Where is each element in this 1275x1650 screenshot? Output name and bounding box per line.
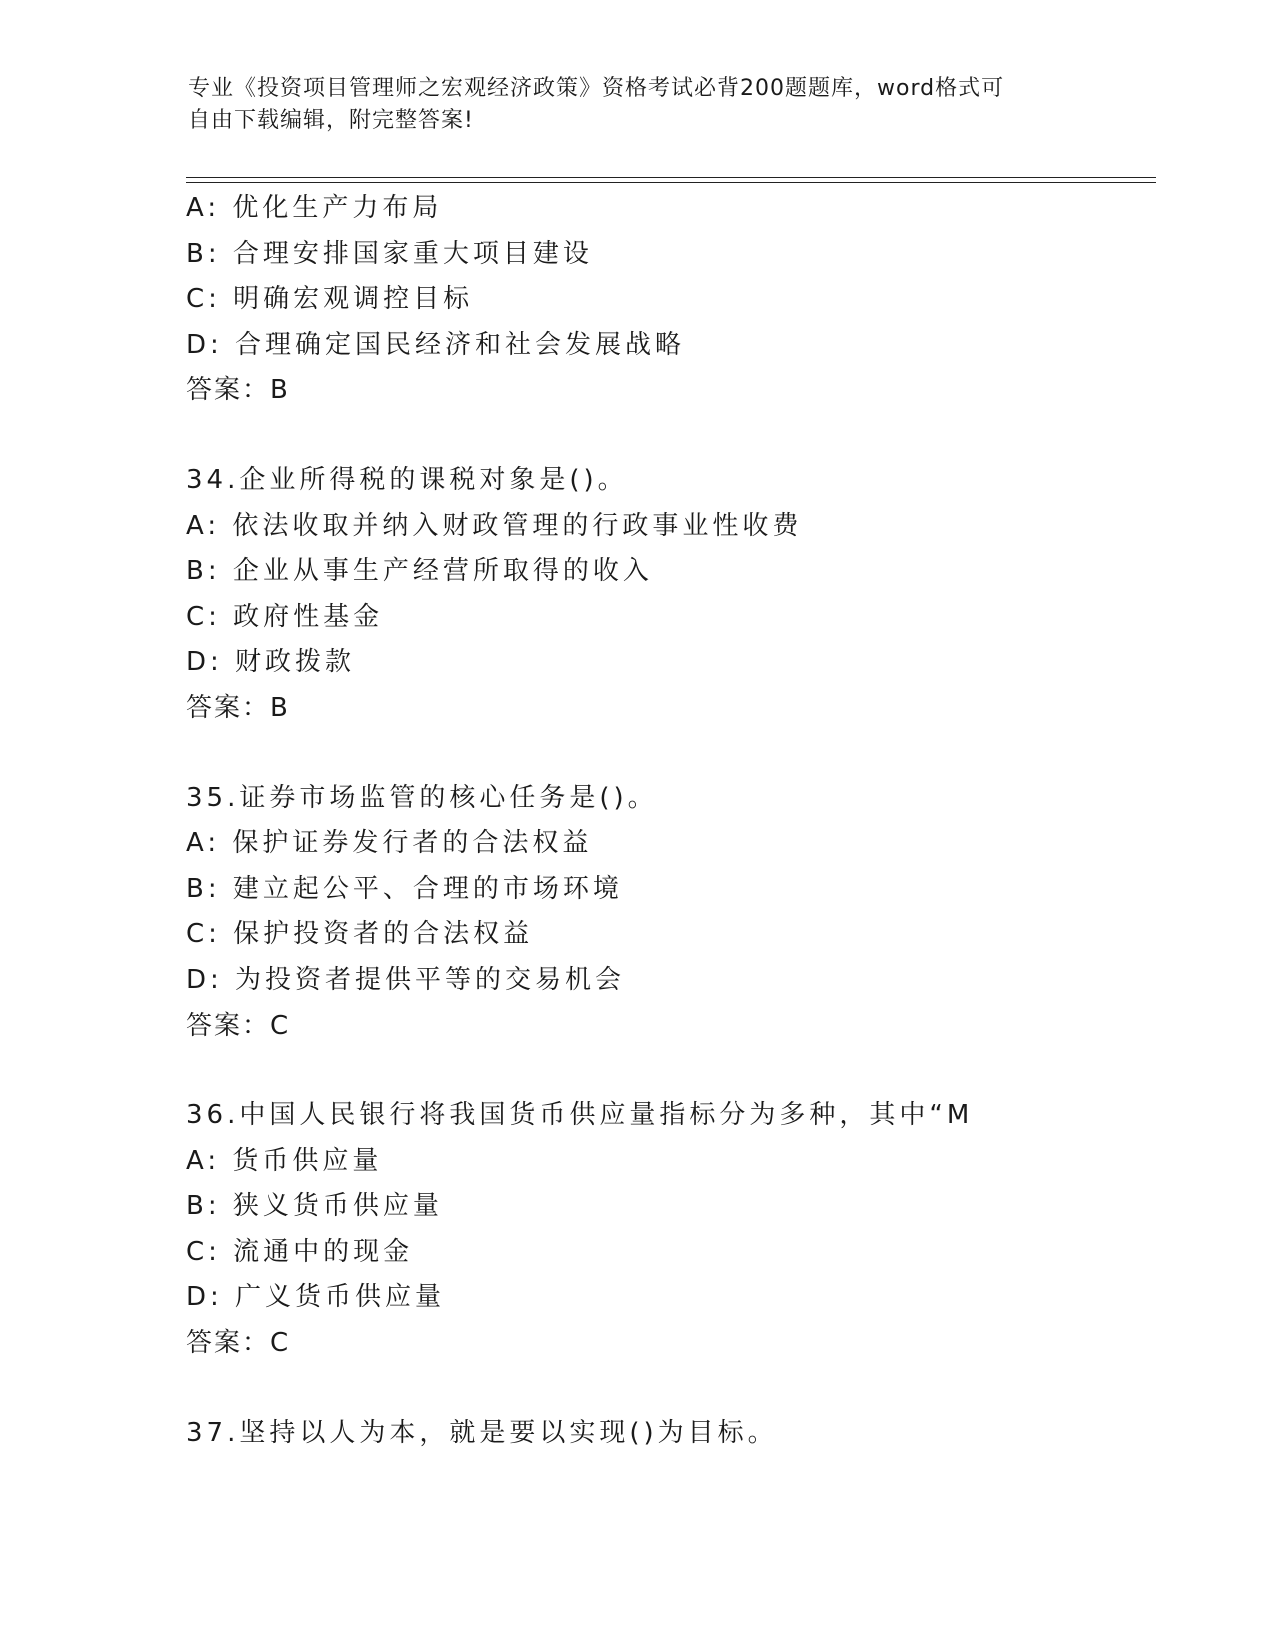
header-rule-top <box>186 177 1156 178</box>
header-rule-bottom <box>186 182 1156 183</box>
spacer <box>186 1367 1146 1411</box>
question-list <box>186 186 1146 1456</box>
question-text: 34.企业所得税的课税对象是()。 <box>186 464 628 495</box>
answer: 答案：B <box>186 375 290 406</box>
answer: 答案：C <box>186 1010 291 1041</box>
option-c: C: 保护投资者的合法权益 <box>186 919 534 950</box>
header-line-1: 专业《投资项目管理师之宏观经济政策》资格考试必背200题题库，word格式可 <box>188 76 1005 101</box>
option-b: B: 狭义货币供应量 <box>186 1191 443 1222</box>
option-b: B: 建立起公平、合理的市场环境 <box>186 873 623 904</box>
option-d: D: 合理确定国民经济和社会发展战略 <box>186 329 686 360</box>
option-d: D: 财政拨款 <box>186 647 356 678</box>
option-c: C: 政府性基金 <box>186 601 384 632</box>
question-34 <box>186 458 1146 732</box>
option-a: A: 保护证券发行者的合法权益 <box>186 828 593 859</box>
option-b: B: 企业从事生产经营所取得的收入 <box>186 556 653 587</box>
option-c: C: 流通中的现金 <box>186 1236 414 1267</box>
question-text: 35.证券市场监管的核心任务是()。 <box>186 782 658 813</box>
header-line-2: 自由下载编辑，附完整答案! <box>188 108 474 133</box>
question-36 <box>186 1093 1146 1367</box>
spacer <box>186 414 1146 458</box>
option-a: A: 依法收取并纳入财政管理的行政事业性收费 <box>186 510 803 541</box>
option-a: A: 货币供应量 <box>186 1145 383 1176</box>
spacer <box>186 732 1146 776</box>
option-c: C: 明确宏观调控目标 <box>186 284 474 315</box>
question-37 <box>186 1411 1146 1457</box>
option-b: B: 合理安排国家重大项目建设 <box>186 238 593 269</box>
option-a: A: 优化生产力布局 <box>186 193 443 223</box>
question-33 <box>186 186 1146 414</box>
option-d: D: 广义货币供应量 <box>186 1282 446 1313</box>
question-text: 36.中国人民银行将我国货币供应量指标分为多种，其中“M <box>186 1100 974 1131</box>
answer: 答案：B <box>186 692 290 723</box>
document-header <box>188 73 1068 137</box>
option-d: D: 为投资者提供平等的交易机会 <box>186 964 626 995</box>
question-35 <box>186 776 1146 1050</box>
answer: 答案：C <box>186 1328 291 1359</box>
question-text: 37.坚持以人为本，就是要以实现()为目标。 <box>186 1417 778 1448</box>
spacer <box>186 1049 1146 1093</box>
